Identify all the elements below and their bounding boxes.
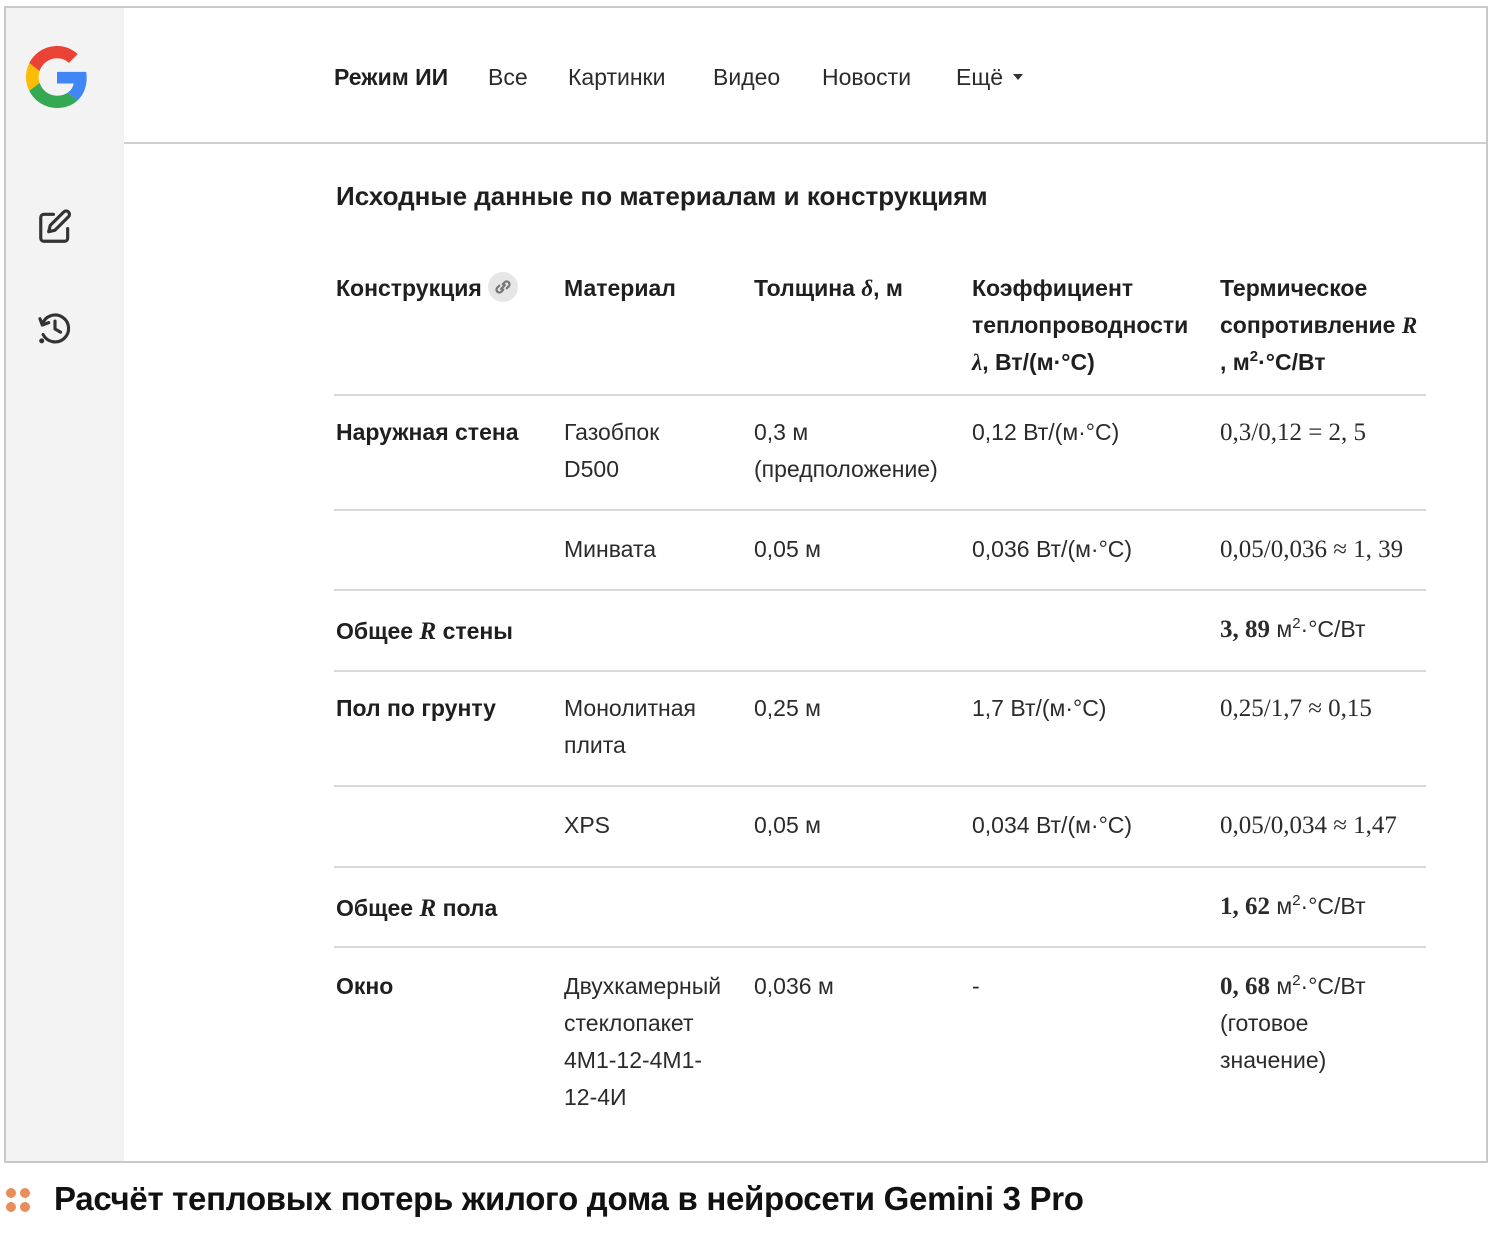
total-label-pre: Общее (336, 618, 414, 644)
header-thickness-unit: , м (873, 275, 903, 301)
materials-table (334, 270, 1426, 1128)
header-resistance-line2 (1220, 307, 1430, 344)
cell-construction: Окно (336, 973, 394, 999)
header-thickness (754, 270, 968, 307)
header-thickness-symbol: δ (861, 276, 874, 301)
table-row (334, 672, 1426, 787)
cell-total-value (1220, 611, 1430, 648)
cell-thickness: 0,036 м (754, 973, 834, 999)
cell-material (564, 414, 750, 488)
header-resistance (1220, 270, 1430, 381)
total-unit-post: ·°C/Вт (1300, 616, 1366, 642)
cell-thickness-line1: 0,3 м (754, 419, 809, 445)
cell-material: Минвата (564, 536, 657, 562)
history-icon[interactable] (34, 308, 76, 350)
table-row (334, 396, 1426, 511)
table-row (334, 511, 1426, 591)
table-header-row (334, 270, 1426, 396)
cell-resistance-value-line (1220, 968, 1430, 1005)
header-construction (336, 270, 558, 307)
tab-all[interactable]: Все (488, 64, 528, 90)
cell-resistance: 0,3/0,12 = 2, 5 (1220, 419, 1367, 446)
table-row (334, 948, 1426, 1128)
header-material: Материал (564, 275, 676, 301)
header-conductivity-unit: , Вт/(м·°C) (982, 349, 1095, 375)
cell-material (564, 690, 750, 764)
cell-resistance-note1: (готовое (1220, 1010, 1309, 1036)
browser-frame (4, 6, 1488, 1163)
cell-resistance (1220, 968, 1430, 1079)
cell-conductivity: 1,7 Вт/(м·°C) (972, 695, 1107, 721)
tab-ai-mode[interactable]: Режим ИИ (334, 64, 449, 90)
header-conductivity-line3 (972, 344, 1216, 381)
section-title: Исходные данные по материалам и конструкциям (336, 181, 988, 211)
total-label-post: стены (442, 618, 513, 644)
edit-icon[interactable] (34, 206, 76, 248)
total-unit-sup: 2 (1292, 615, 1301, 632)
caption-text: Расчёт тепловых потерь жилого дома в нейросети Gemini 3 Pro (54, 1180, 1084, 1217)
total-label-post: пола (442, 895, 498, 921)
cell-material-line4: 12-4И (564, 1084, 627, 1110)
cell-material (564, 968, 750, 1116)
header-resistance-sup: 2 (1249, 348, 1259, 365)
tab-images[interactable]: Картинки (568, 64, 666, 90)
cell-thickness-line2: (предположение) (754, 456, 938, 482)
cell-thickness: 0,05 м (754, 536, 821, 562)
cell-material-line1: Двухкамерный (564, 973, 722, 999)
sidebar (6, 8, 124, 1161)
resistance-value: 0, 68 (1220, 973, 1270, 1000)
cell-material-line3: 4М1-12-4М1- (564, 1047, 703, 1073)
cell-total-label (336, 613, 558, 650)
cell-construction: Наружная стена (336, 419, 519, 445)
cell-construction: Пол по грунту (336, 695, 496, 721)
header-conductivity-symbol: λ (972, 350, 983, 375)
cell-material-line2: плита (564, 732, 626, 758)
total-unit-pre: м (1270, 893, 1293, 919)
cell-thickness (754, 414, 968, 488)
cell-resistance: 0,25/1,7 ≈ 0,15 (1220, 695, 1372, 722)
table-row-total (334, 868, 1426, 948)
cell-conductivity: - (972, 973, 980, 999)
tab-more-label: Ещё (956, 64, 1004, 90)
header-resistance-line1: Термическое (1220, 275, 1368, 301)
total-label-symbol: R (419, 895, 437, 922)
resistance-unit-post: ·°C/Вт (1300, 973, 1366, 999)
table-row-total (334, 591, 1426, 672)
cell-resistance: 0,05/0,034 ≈ 1,47 (1220, 812, 1397, 839)
total-value: 1, 62 (1220, 893, 1270, 920)
total-label-pre: Общее (336, 895, 414, 921)
header-construction-label: Конструкция (336, 275, 482, 301)
header-resistance-unit-pre: , м (1220, 349, 1250, 375)
cell-total-label (336, 890, 558, 927)
cell-conductivity: 0,12 Вт/(м·°C) (972, 419, 1120, 445)
header-resistance-unit-post: ·°C/Вт (1258, 349, 1326, 375)
header-conductivity (972, 270, 1216, 381)
header-conductivity-line2: теплопроводности (972, 312, 1189, 338)
resistance-unit-sup: 2 (1292, 972, 1301, 989)
caption-bullet-icon (6, 1188, 32, 1214)
total-value: 3, 89 (1220, 616, 1270, 643)
cell-thickness: 0,05 м (754, 812, 821, 838)
cell-material-line1: Газобпок (564, 419, 660, 445)
resistance-unit-pre: м (1270, 973, 1293, 999)
total-unit-pre: м (1270, 616, 1293, 642)
chevron-down-icon (1013, 74, 1023, 80)
tab-more[interactable] (956, 64, 1023, 91)
total-unit-post: ·°C/Вт (1300, 893, 1366, 919)
header-thickness-label: Толщина (754, 275, 855, 301)
tab-videos[interactable]: Видео (713, 64, 781, 90)
cell-material-line2: стеклопакет (564, 1010, 694, 1036)
cell-material: XPS (564, 812, 611, 838)
table-row (334, 787, 1426, 868)
cell-resistance: 0,05/0,036 ≈ 1, 39 (1220, 536, 1404, 563)
cell-material-line2: D500 (564, 456, 619, 482)
cell-thickness: 0,25 м (754, 695, 821, 721)
cell-total-value (1220, 888, 1430, 925)
search-tabs (124, 8, 1486, 144)
google-g-logo[interactable] (26, 46, 88, 108)
cell-resistance-note2: значение) (1220, 1047, 1327, 1073)
total-unit-sup: 2 (1292, 892, 1301, 909)
header-resistance-symbol: R (1401, 313, 1418, 338)
total-label-symbol: R (419, 618, 437, 645)
header-resistance-line3 (1220, 344, 1430, 381)
tab-news[interactable]: Новости (822, 64, 912, 90)
header-conductivity-line1: Коэффициент (972, 275, 1134, 301)
link-icon[interactable] (488, 272, 518, 302)
figure-caption (0, 1172, 1492, 1228)
header-resistance-label: сопротивление (1220, 312, 1396, 338)
cell-conductivity: 0,034 Вт/(м·°C) (972, 812, 1133, 838)
cell-conductivity: 0,036 Вт/(м·°C) (972, 536, 1133, 562)
cell-material-line1: Монолитная (564, 695, 696, 721)
